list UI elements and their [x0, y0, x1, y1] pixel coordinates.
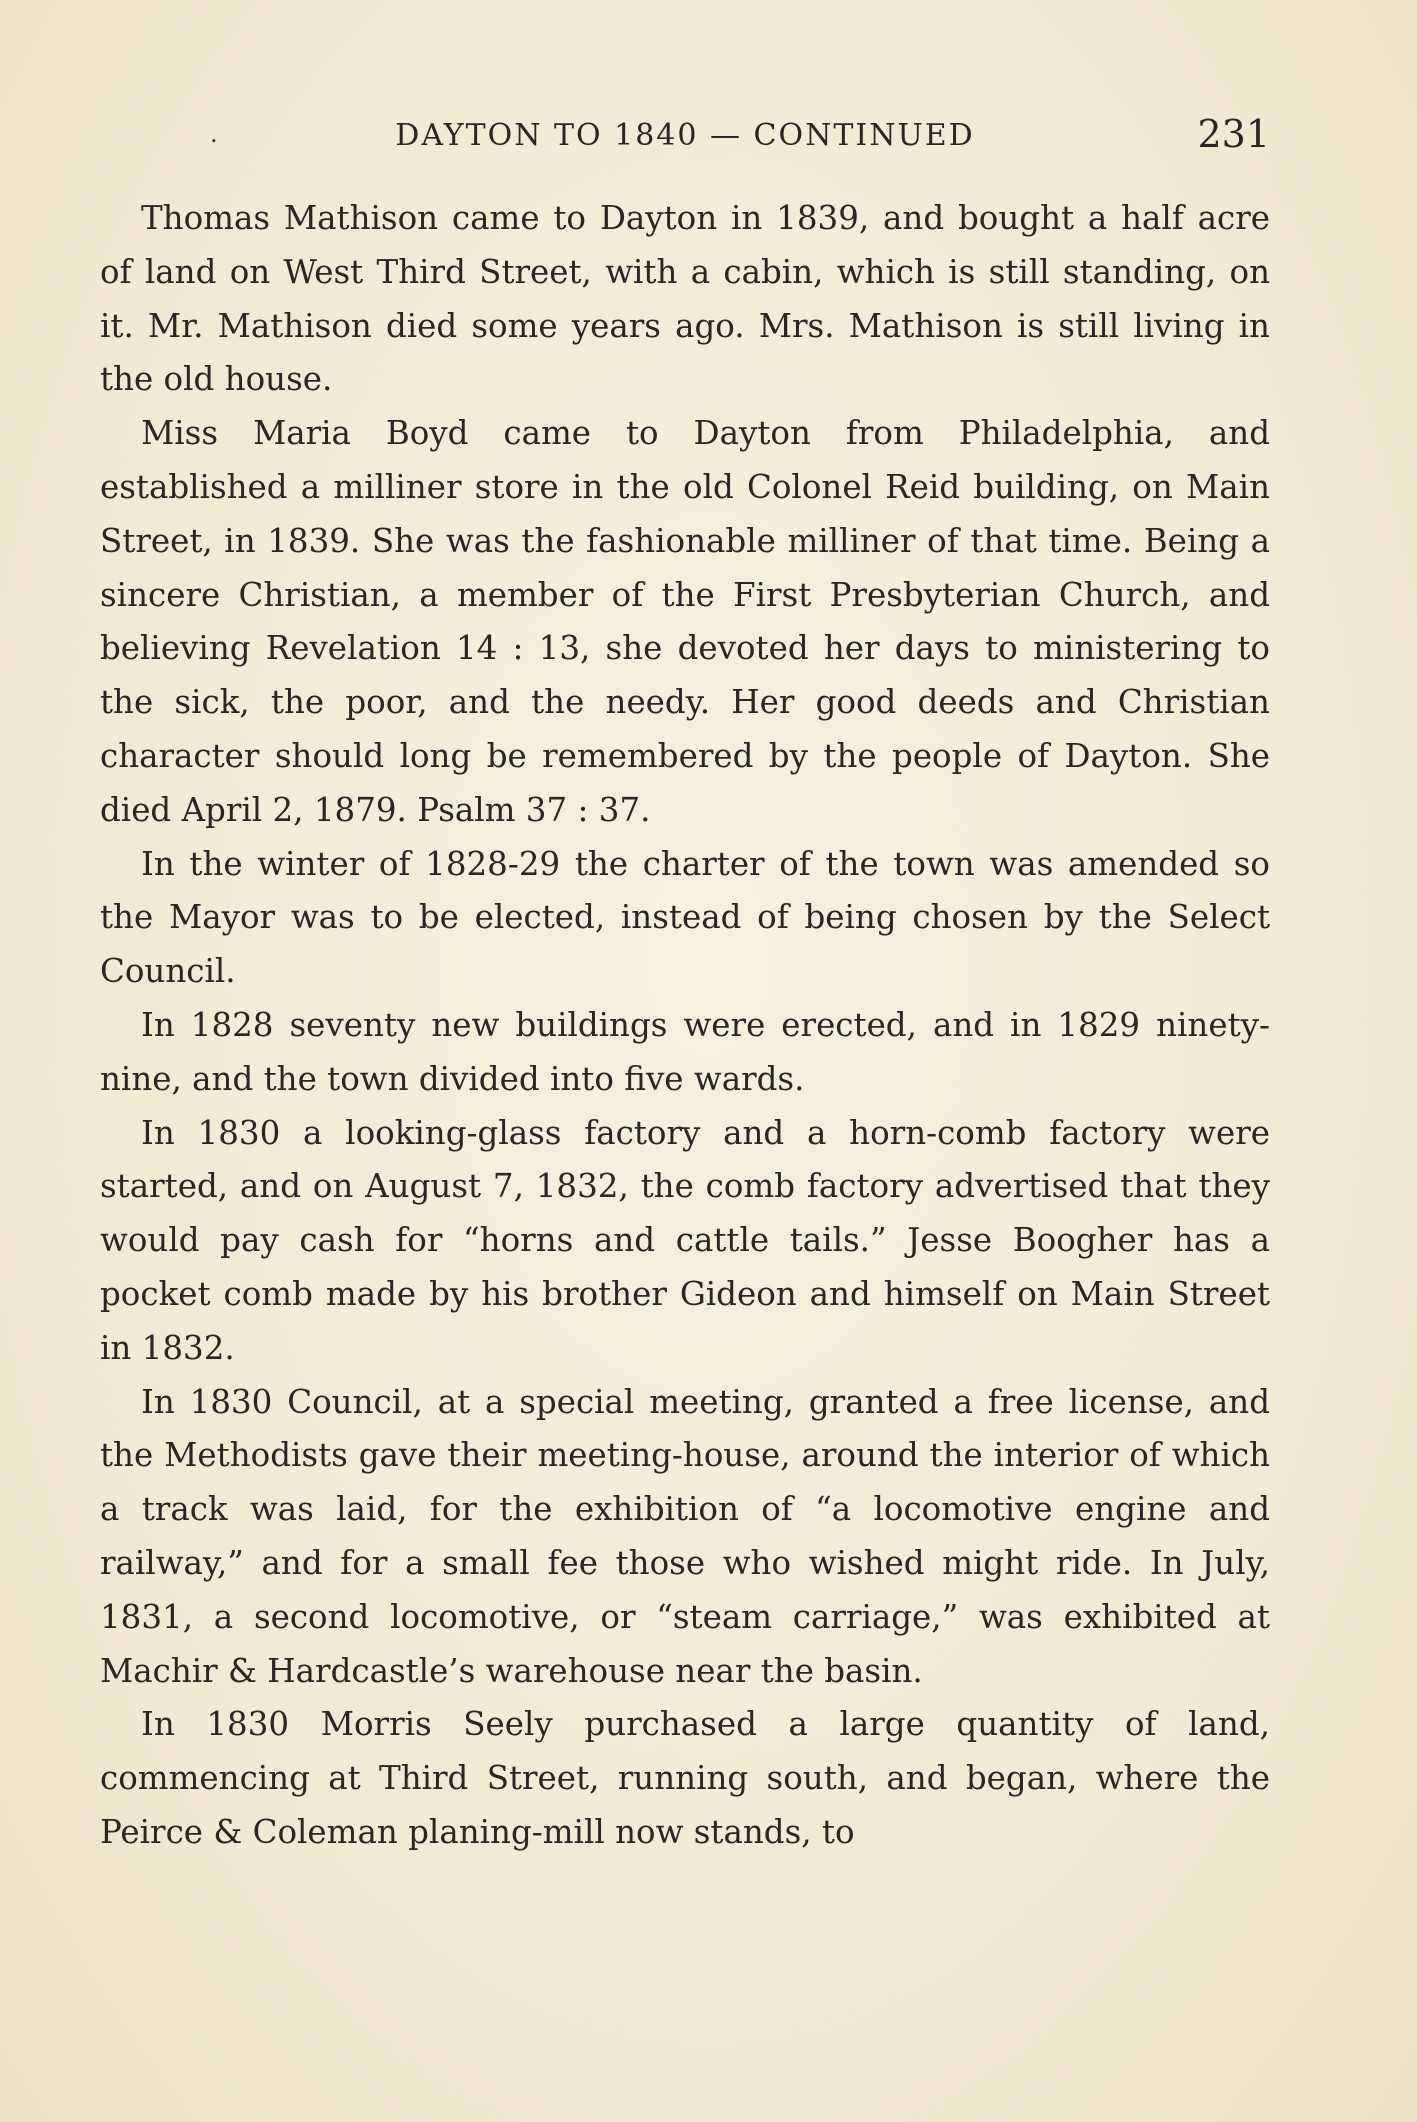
paragraph-maria-boyd: Miss Maria Boyd came to Dayton from Philadelphia, and established a milliner store in the old Colonel Reid building, on Main Street, in 1839. She was the fashionable milliner of that time. Being a sincere Christian, a member of the First Presbyterian Church, and believing Revelation 14 : 13, she devoted her days to ministering to the sick, the poor, and the needy. Her good deeds and Christian character should long be remembered by the people of Dayton. She died April 2, 1879. Psalm 37 : 37. [100, 414, 1270, 829]
running-header [100, 112, 1270, 162]
paragraph-factories: In 1830 a looking-glass factory and a horn-comb factory were started, and on August 7, 1832, the comb factory advertised that they would pay cash for “horns and cattle tails.” Jesse Boogher has a pocket comb made by his brother Gideon and himself on Main Street in 1832. [100, 1113, 1270, 1367]
paragraph-mathison: Thomas Mathison came to Dayton in 1839, and bought a half acre of land on West Third Street, with a cabin, which is still standing, on it. Mr. Mathison died some years ago. Mrs. Mathison is still living in the old house. [100, 199, 1270, 399]
header-marker: . [210, 120, 218, 148]
paragraph-morris-seely: In 1830 Morris Seely purchased a large quantity of land, commencing at Third Street, running south, and began, where the Peirce & Coleman planing-mill now stands, to [100, 1705, 1270, 1851]
page-number: 231 [1197, 112, 1270, 156]
paragraph-new-buildings: In 1828 seventy new buildings were erected, and in 1829 ninety-nine, and the town divided into five wards. [100, 1005, 1270, 1098]
body-text [100, 192, 1270, 1860]
paragraph-locomotive: In 1830 Council, at a special meeting, granted a free license, and the Methodists gave their meeting-house, around the interior of which a track was laid, for the exhibition of “a locomotive engine and railway,” and for a small fee those who wished might ride. In July, 1831, a second locomotive, or “steam carriage,” was exhibited at Machir & Hardcastle’s warehouse near the basin. [100, 1382, 1270, 1690]
paragraph-town-charter: In the winter of 1828-29 the charter of the town was amended so the Mayor was to be elected, instead of being chosen by the Select Council. [100, 844, 1270, 991]
running-title: DAYTON TO 1840 — CONTINUED [395, 118, 975, 153]
